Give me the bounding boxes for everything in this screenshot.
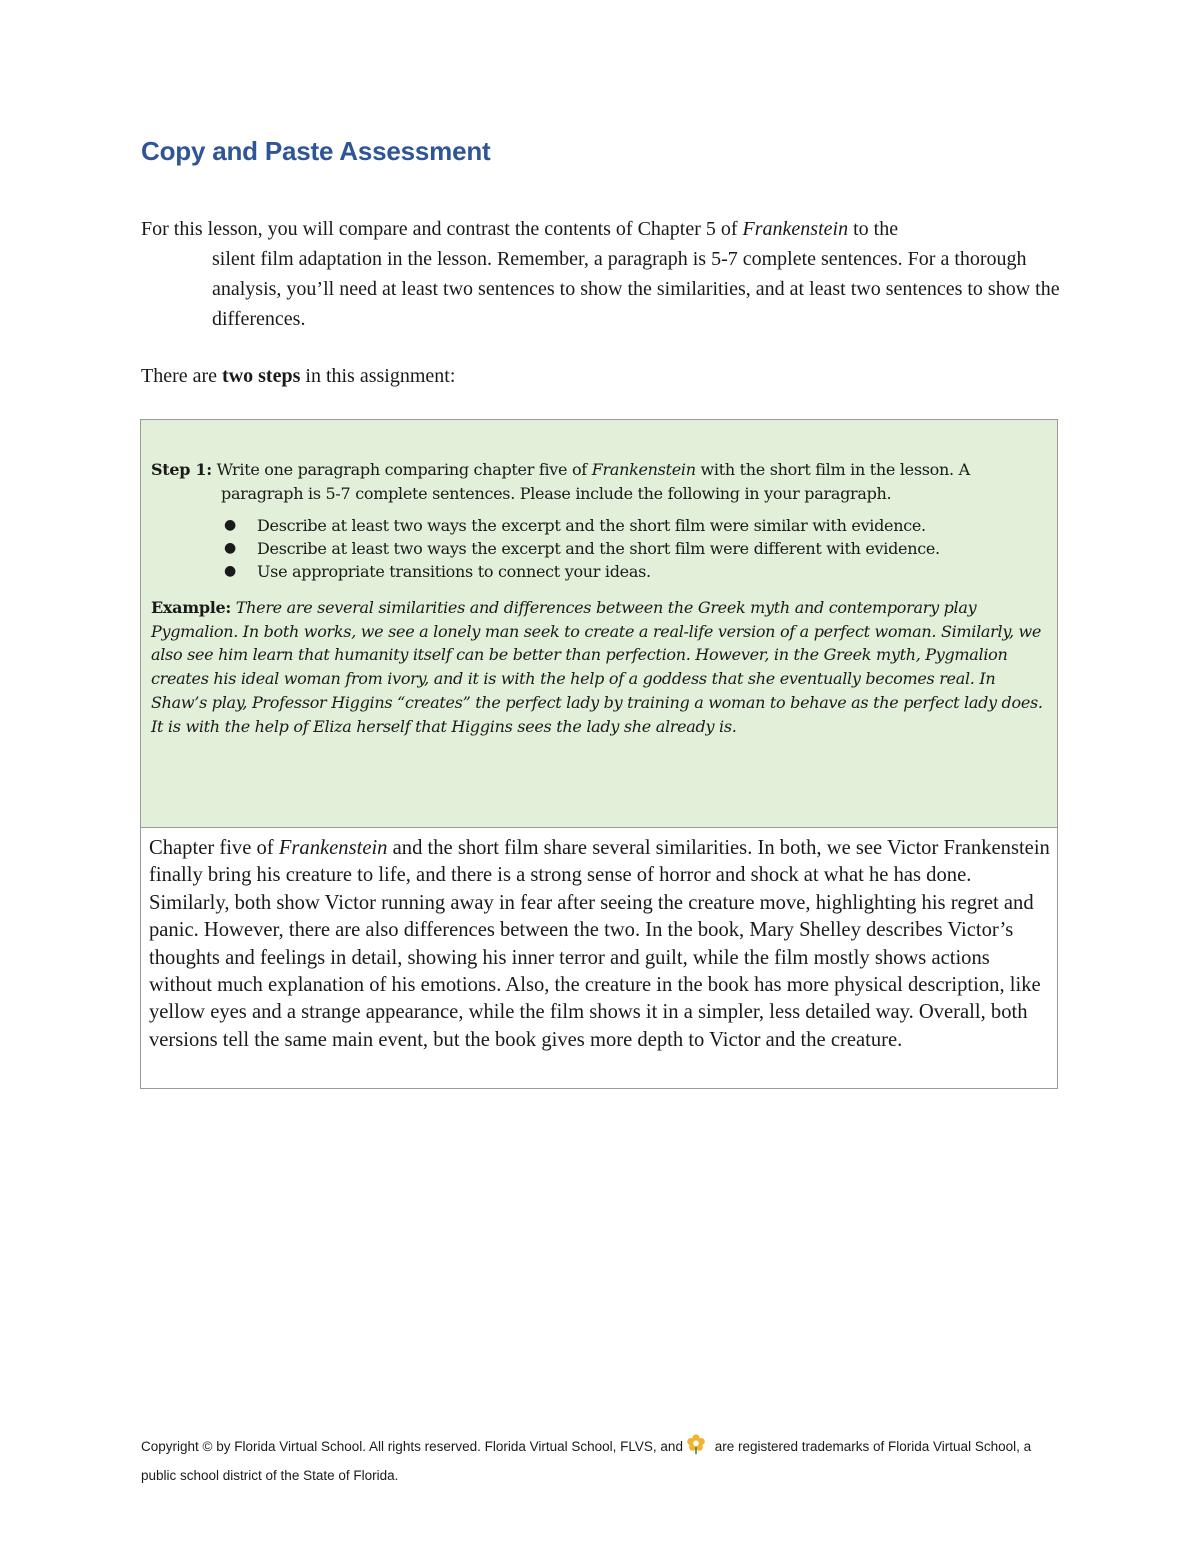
steps-text-bold: two steps: [222, 365, 301, 387]
bullet-icon: ●: [224, 563, 236, 579]
footer-text-1: Copyright © by Florida Virtual School. All rights reserved. Florida Virtual School, FLVS, and: [141, 1439, 683, 1454]
bullet-text: Use appropriate transitions to connect your ideas.: [257, 562, 651, 581]
list-item: [151, 560, 1051, 583]
example-paragraph: [151, 596, 1051, 738]
step-1-content: [151, 458, 1051, 738]
flvs-flower-logo-icon: [685, 1433, 707, 1455]
step-1-instructions: [151, 458, 1051, 506]
bullet-icon: ●: [224, 540, 236, 556]
steps-text-after: in this assignment:: [300, 365, 456, 387]
answer-book-title: Frankenstein: [278, 837, 388, 859]
example-text: There are several similarities and differences between the Greek myth and contemporary play Pygmalion. In both works, we see a lonely man seek to create a real-life version of a perfect woman. Similarly, we also see him learn that humanity itself can be better than perfection. However, in the Greek myth, Pygmalion creates his ideal woman from ivory, and it is with the help of a goddess that she eventually becomes real. In Shaw’s play, Professor Higgins “creates” the perfect lady by training a woman to behave as the perfect lady does. It is with the help of Eliza herself that Higgins sees the lady she already is.: [151, 598, 1043, 736]
list-item: [151, 514, 1051, 537]
step-1-box: [140, 419, 1058, 828]
steps-text-before: There are: [141, 365, 223, 387]
example-label: Example:: [151, 598, 231, 617]
answer-text-before: Chapter five of: [149, 837, 279, 859]
copyright-footer: [141, 1432, 1041, 1490]
list-item: [151, 537, 1051, 560]
intro-book-title: Frankenstein: [742, 218, 849, 240]
intro-text-continued: silent film adaptation in the lesson. Remember, a paragraph is 5-7 complete sentences. For a thorough analysis, you’ll need at least two sentences to show the similarities, and at least two sentences to show the differences.: [212, 248, 1060, 330]
answer-text-after: and the short film share several similarities. In both, we see Victor Frankenstein finally bring his creature to life, and there is a strong sense of horror and shock at what he has done. Similarly, both show Victor running away in fear after seeing the creature move, highlighting his regret and panic. However, there are also differences between the two. In the book, Mary Shelley describes Victor’s thoughts and feelings in detail, showing his inner terror and guilt, while the film mostly shows actions without much explanation of his emotions. Also, the creature in the book has more physical description, like yellow eyes and a strange appearance, while the film shows it in a simpler, less detailed way. Overall, both versions tell the same main event, but the book gives more depth to Victor and the creature.: [149, 837, 1050, 1051]
step-1-label: Step 1:: [151, 460, 212, 479]
footer-text-2: are registered trademarks of Florida Virtual School, a public school district of the State of Florida.: [141, 1439, 1032, 1483]
intro-paragraph: [141, 214, 1071, 334]
intro-text-2: to the: [848, 218, 899, 240]
steps-intro: [141, 361, 455, 391]
step-1-book-title: Frankenstein: [591, 460, 696, 479]
step-1-text-1: Write one paragraph comparing chapter five of: [211, 460, 592, 479]
bullet-text: Describe at least two ways the excerpt and the short film were similar with evidence.: [257, 516, 926, 535]
step-1-text-2: with the short film in the lesson. A paragraph is 5-7 complete sentences. Please include the following in your paragraph.: [221, 460, 970, 503]
bullet-icon: ●: [224, 517, 236, 533]
answer-text: [149, 835, 1054, 1054]
page-title: Copy and Paste Assessment: [141, 136, 491, 166]
step-1-bullet-list: [151, 514, 1051, 583]
intro-text-1: For this lesson, you will compare and contrast the contents of Chapter 5 of: [141, 218, 743, 240]
answer-box[interactable]: [140, 827, 1058, 1089]
bullet-text: Describe at least two ways the excerpt and the short film were different with evidence.: [257, 539, 940, 558]
